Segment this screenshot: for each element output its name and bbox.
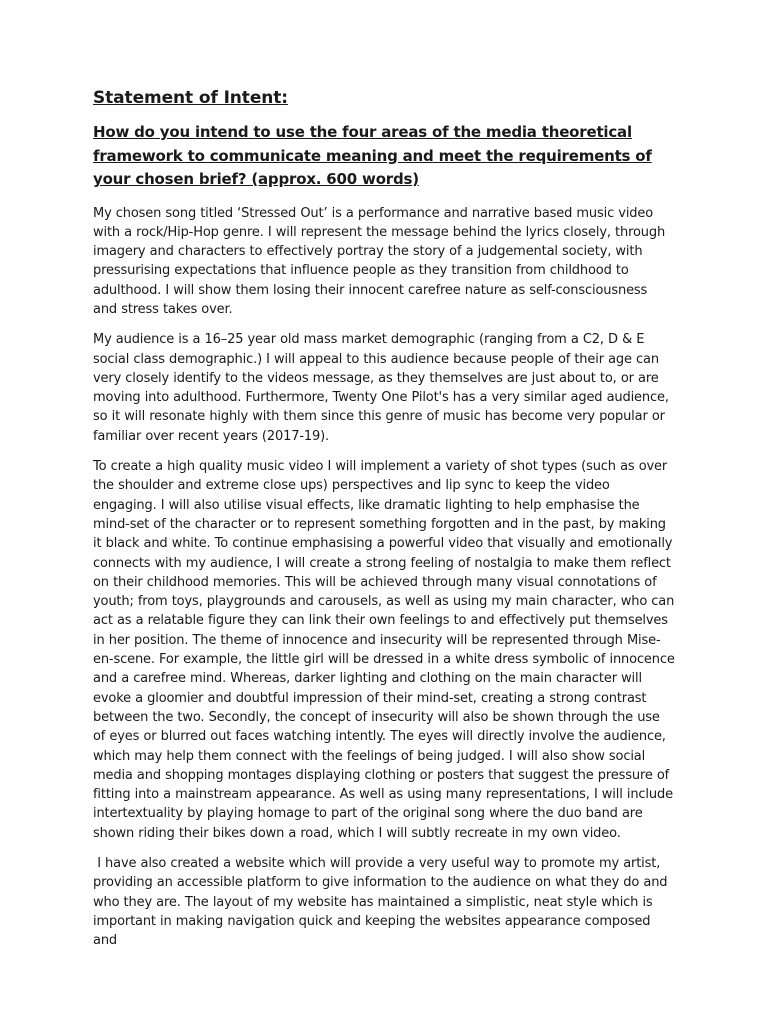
- paragraph-song-intro: My chosen song titled ‘Stressed Out’ is a performance and narrative based music video with a rock/Hip-Hop genre. I will represent the message behind the lyrics closely, through imagery and characters to effectively portray the story of a judgemental society, with pressurising expectations that influence people as they transition from childhood to adulthood. I will show them losing their innocent carefree nature as self-consciousness and stress takes over.: [93, 205, 666, 317]
- brief-question: How do you intend to use the four areas of the media theoretical framework to communicate meaning and meet the requirements of your chosen brief? (approx. 600 words): [93, 123, 652, 188]
- paragraph-video-techniques: To create a high quality music video I will implement a variety of shot types (such as over the shoulder and extreme close ups) perspectives and lip sync to keep the video engaging. I will also utilise visual effects, like dramatic lighting to help emphasise the mind-set of the character or to represent something forgotten and in the past, by making it black and white. To continue emphasising a powerful video that visually and emotionally connects with my audience, I will create a strong feeling of nostalgia to make them reflect on their childhood memories. This will be achieved through many visual connotations of youth; from toys, playgrounds and carousels, as well as using my main character, who can act as a relatable figure they can link their own feelings to and effectively put themselves in her position. The theme of innocence and insecurity will be represented through Mise-en-scene. For example, the little girl will be dressed in a white dress symbolic of innocence and a carefree mind. Whereas, darker lighting and clothing on the main character will evoke a gloomier and doubtful impression of their mind-set, creating a strong contrast between the two. Secondly, the concept of insecurity will also be shown through the use of eyes or blurred out faces watching intently. The eyes will directly involve the audience, which may help them connect with the feelings of being judged. I will also show social media and shopping montages displaying clothing or posters that suggest the pressure of fitting into a mainstream appearance. As well as using many representations, I will include intertextuality by playing homage to part of the original song where the duo band are shown riding their bikes down a road, which I will subtly recreate in my own video.: [93, 459, 675, 841]
- paragraph-audience: My audience is a 16–25 year old mass market demographic (ranging from a C2, D & E social class demographic.) I will appeal to this audience because people of their age can very closely identify to the videos message, as they themselves are just about to, or are moving into adulthood. Furthermore, Twenty One Pilot's has a very similar aged audience, so it will resonate highly with them since this genre of music has become very popular or familiar over recent years (2017-19).: [93, 332, 669, 444]
- document-title: Statement of Intent:: [93, 88, 288, 108]
- document-body: [93, 86, 675, 961]
- paragraph-website: I have also created a website which will provide a very useful way to promote my artist, providing an accessible platform to give information to the audience on what they do and who they are. The layout of my website has maintained a simplistic, neat style which is important in making navigation quick and keeping the websites appearance composed and: [93, 856, 672, 949]
